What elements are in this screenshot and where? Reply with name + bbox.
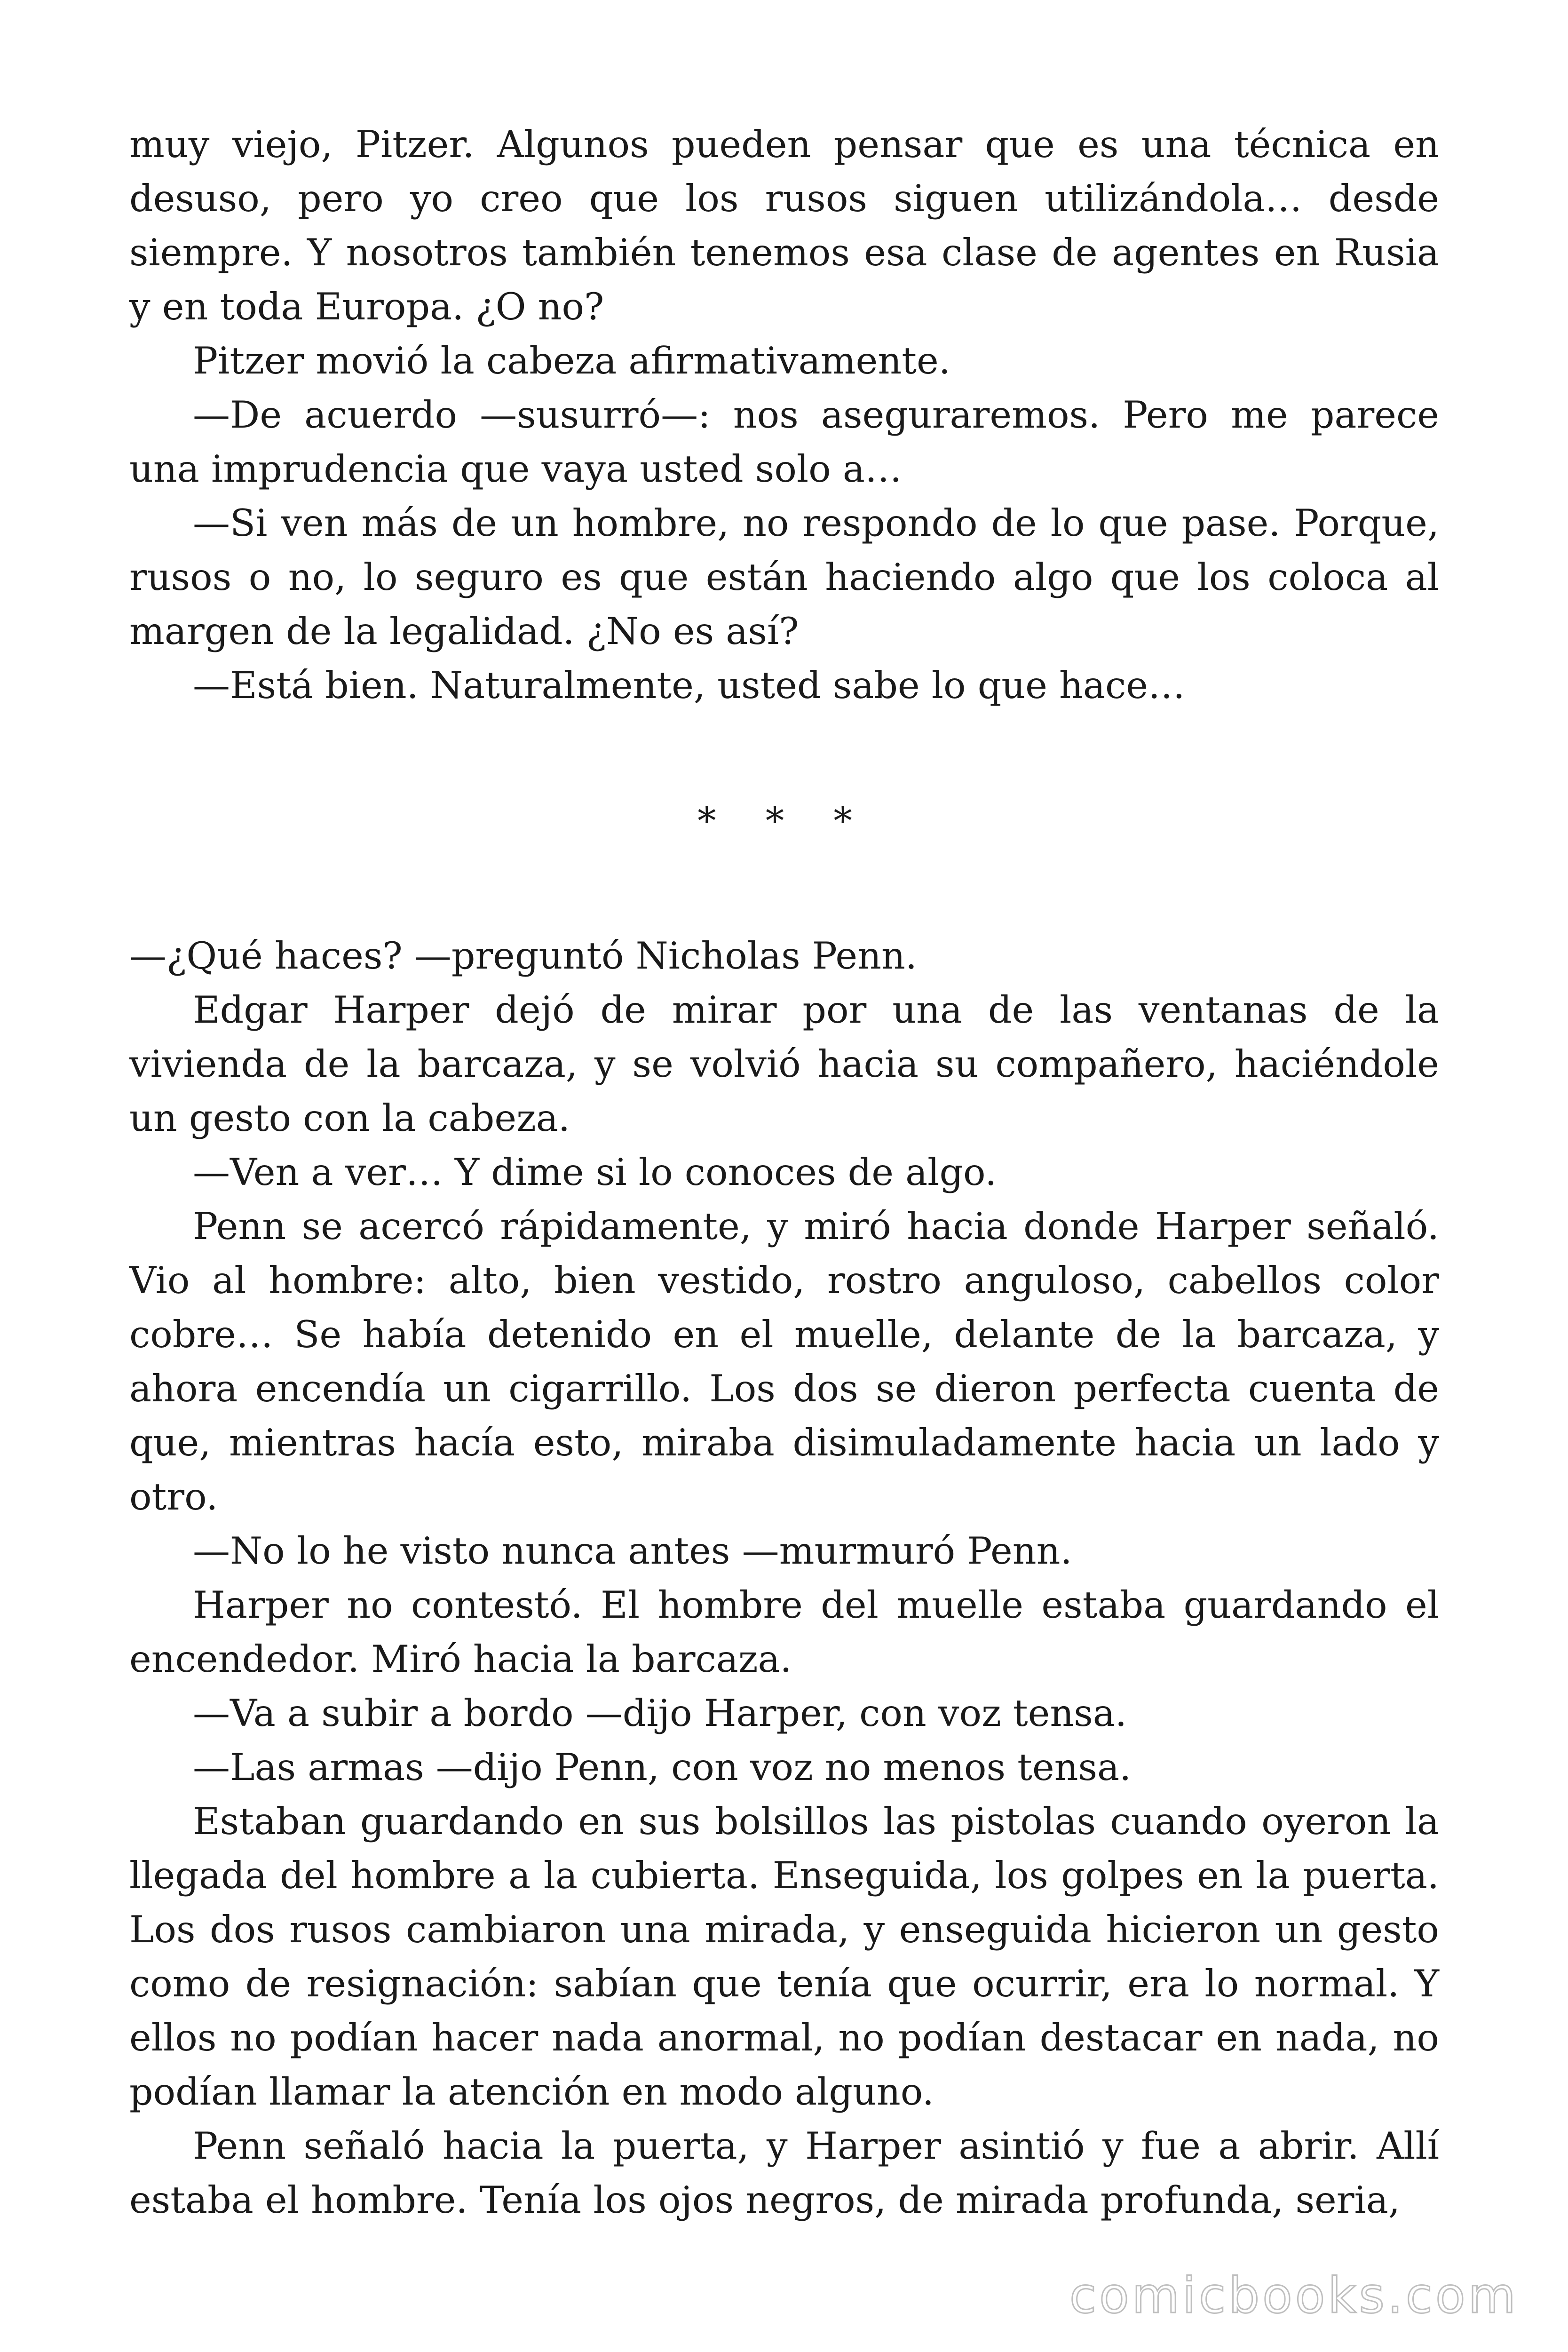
scene-separator: * * * [697,799,871,842]
text-block-after [129,929,1439,2227]
paragraph: —Ven a ver… Y dime si lo conoces de algo. [193,1151,997,1194]
paragraph: —Está bien. Naturalmente, usted sabe lo que hace… [193,664,1186,707]
watermark-text: comicbooks.com [1069,2267,1519,2324]
paragraph: Penn se acercó rápidamente, y miró hacia donde Harper señaló. Vio al hombre: alto, bien vestido, rostro anguloso, cabellos color cobre… Se había detenido en el muelle, delante de la barcaza, y ahora encendía un cigarrillo. Los dos se dieron perfecta cuenta de que, mientras hacía esto, miraba disimuladamente hacia un lado y otro. [129,1205,1439,1518]
paragraph: —Si ven más de un hombre, no respondo de lo que pase. Porque, rusos o no, lo seguro es que están haciendo algo que los coloca al margen de la legalidad. ¿No es así? [129,501,1439,653]
paragraph: —Va a subir a bordo —dijo Harper, con voz tensa. [193,1692,1127,1735]
paragraph: —De acuerdo —susurró—: nos aseguraremos. Pero me parece una imprudencia que vaya usted solo a… [129,393,1439,491]
paragraph: —Las armas —dijo Penn, con voz no menos tensa. [193,1746,1132,1789]
paragraph: Edgar Harper dejó de mirar por una de las ventanas de la vivienda de la barcaza, y se volvió hacia su compañero, haciéndole un gesto con la cabeza. [129,988,1439,1140]
paragraph: —No lo he visto nunca antes —murmuró Penn. [193,1529,1072,1573]
paragraph: Pitzer movió la cabeza afirmativamente. [193,339,950,382]
paragraph: Harper no contestó. El hombre del muelle estaba guardando el encendedor. Miró hacia la barcaza. [129,1583,1439,1681]
text-block-before [129,118,1439,713]
page-body [129,118,1439,2227]
paragraph: Estaban guardando en sus bolsillos las pistolas cuando oyeron la llegada del hombre a la cubierta. Enseguida, los golpes en la puerta. Los dos rusos cambiaron una mirada, y enseguida hicieron un gesto como de resignación: sabían que tenía que ocurrir, era lo normal. Y ellos no podían hacer nada anormal, no podían destacar en nada, no podían llamar la atención en modo alguno. [129,1800,1439,2114]
paragraph: muy viejo, Pitzer. Algunos pueden pensar que es una técnica en desuso, pero yo creo que los rusos siguen utilizándola… desde siempre. Y nosotros también tenemos esa clase de agentes en Rusia y en toda Europa. ¿O no? [129,123,1439,328]
paragraph: —¿Qué haces? —preguntó Nicholas Penn. [129,934,918,977]
paragraph: Penn señaló hacia la puerta, y Harper asintió y fue a abrir. Allí estaba el hombre. Tenía los ojos negros, de mirada profunda, seria, [129,2124,1439,2222]
